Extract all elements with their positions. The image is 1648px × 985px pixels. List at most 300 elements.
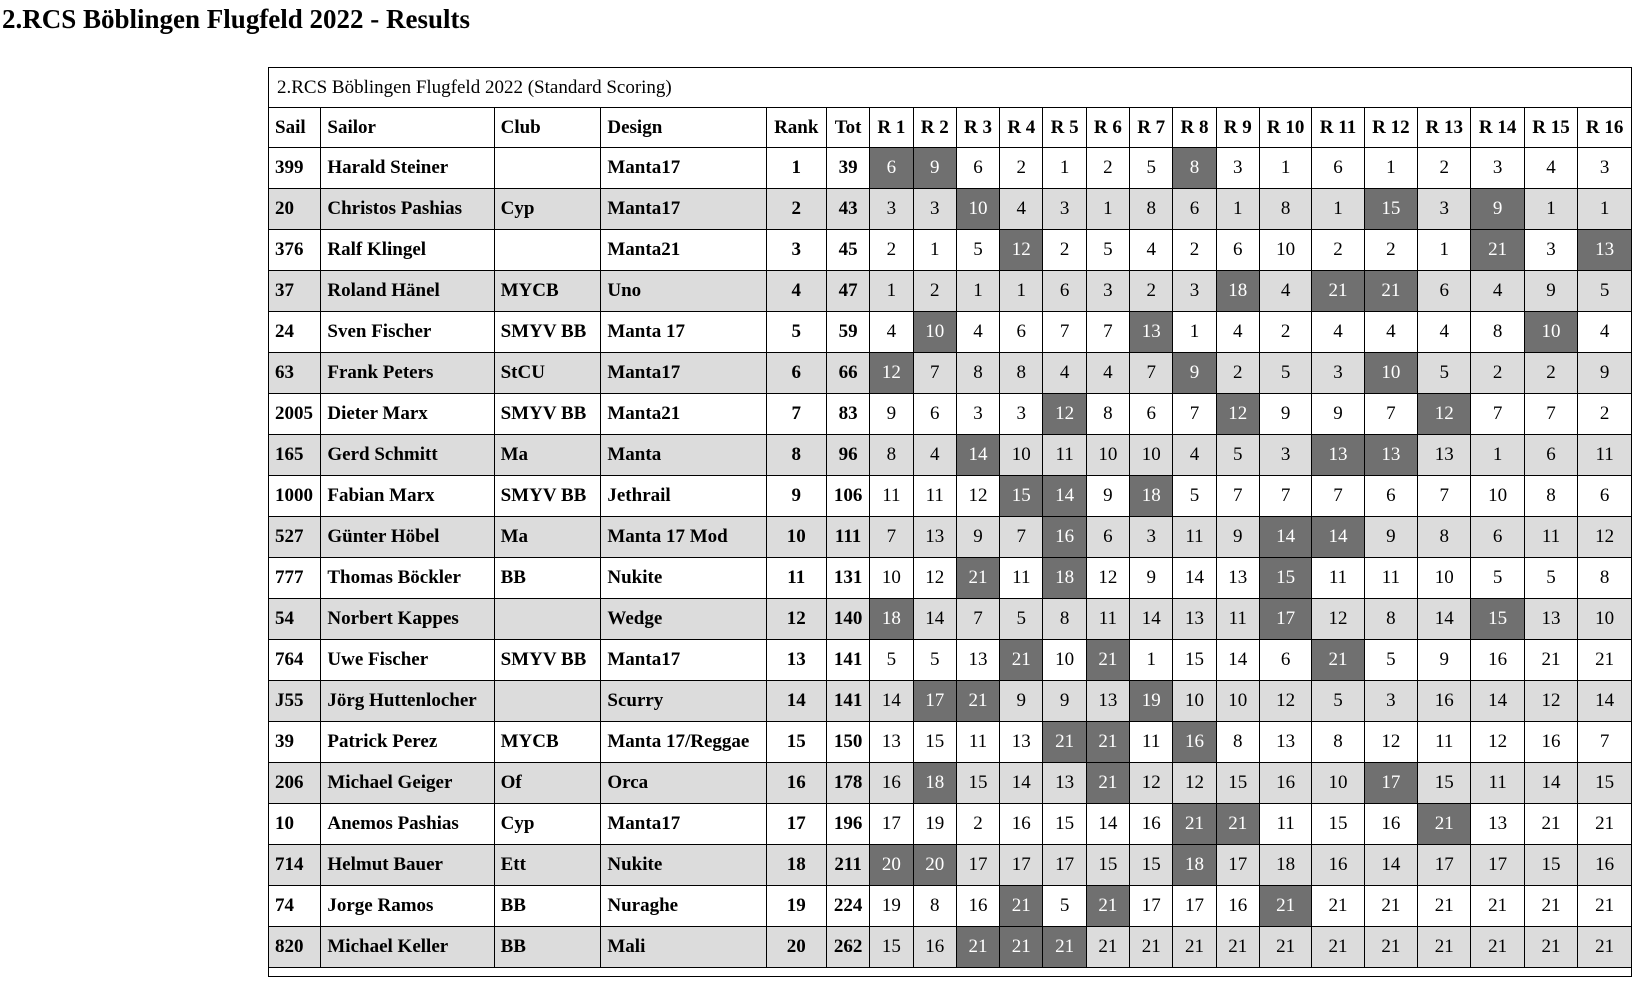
race-score-discarded: 13 [1130, 312, 1173, 353]
race-score-cell: 16 [1130, 804, 1173, 845]
race-score-cell: 10 [1259, 230, 1311, 271]
design-cell: Manta21 [601, 230, 766, 271]
race-score-cell: 5 [1524, 558, 1577, 599]
race-score-cell: 21 [1578, 886, 1632, 927]
race-score-discarded: 21 [1259, 886, 1311, 927]
total-cell: 39 [826, 148, 869, 189]
total-cell: 224 [826, 886, 869, 927]
race-score-discarded: 21 [1364, 271, 1417, 312]
race-score-cell: 9 [1578, 353, 1632, 394]
race-score-cell: 5 [1173, 476, 1216, 517]
sailor-cell: Uwe Fischer [321, 640, 494, 681]
race-score-cell: 7 [1364, 394, 1417, 435]
design-cell: Orca [601, 763, 766, 804]
club-cell: Ma [494, 435, 601, 476]
sail-cell: 24 [269, 312, 321, 353]
club-cell: BB [494, 886, 601, 927]
race-score-cell: 3 [1216, 148, 1259, 189]
sailor-cell: Helmut Bauer [321, 845, 494, 886]
race-score-cell: 8 [956, 353, 999, 394]
race-score-cell: 13 [1524, 599, 1577, 640]
race-score-cell: 12 [1471, 722, 1524, 763]
results-table-wrapper [268, 67, 1632, 977]
race-score-cell: 8 [1259, 189, 1311, 230]
rank-cell: 11 [766, 558, 826, 599]
race-score-cell: 21 [1471, 927, 1524, 968]
race-score-cell: 3 [1524, 230, 1577, 271]
race-score-cell: 15 [1216, 763, 1259, 804]
race-score-cell: 4 [1471, 271, 1524, 312]
race-score-discarded: 21 [1173, 804, 1216, 845]
race-score-discarded: 12 [870, 353, 913, 394]
race-score-cell: 11 [870, 476, 913, 517]
race-score-cell: 15 [1130, 845, 1173, 886]
race-score-cell: 2 [956, 804, 999, 845]
race-score-cell: 4 [1364, 312, 1417, 353]
rank-cell: 20 [766, 927, 826, 968]
race-score-discarded: 15 [1471, 599, 1524, 640]
race-score-cell: 12 [1173, 763, 1216, 804]
column-header-r1: R 1 [870, 108, 913, 148]
race-score-cell: 13 [913, 517, 956, 558]
design-cell: Jethrail [601, 476, 766, 517]
race-score-cell: 2 [1130, 271, 1173, 312]
header-row [269, 108, 1632, 148]
race-score-cell: 11 [1130, 722, 1173, 763]
race-score-cell: 3 [870, 189, 913, 230]
race-score-cell: 6 [1312, 148, 1364, 189]
race-score-cell: 10 [1000, 435, 1043, 476]
race-score-cell: 4 [1086, 353, 1129, 394]
race-score-cell: 8 [1578, 558, 1632, 599]
column-header-sailor: Sailor [321, 108, 494, 148]
race-score-cell: 21 [1086, 927, 1129, 968]
race-score-discarded: 21 [1216, 804, 1259, 845]
race-score-cell: 9 [1043, 681, 1086, 722]
race-score-cell: 16 [1364, 804, 1417, 845]
design-cell: Nukite [601, 845, 766, 886]
race-score-cell: 11 [1173, 517, 1216, 558]
race-score-cell: 16 [870, 763, 913, 804]
race-score-discarded: 17 [1259, 599, 1311, 640]
race-score-discarded: 8 [1173, 148, 1216, 189]
column-header-sail: Sail [269, 108, 321, 148]
race-score-cell: 15 [1524, 845, 1577, 886]
race-score-cell: 8 [870, 435, 913, 476]
race-score-cell: 14 [1086, 804, 1129, 845]
race-score-cell: 6 [1524, 435, 1577, 476]
page-title: 2.RCS Böblingen Flugfeld 2022 - Results [2, 4, 471, 34]
race-score-cell: 21 [1524, 640, 1577, 681]
race-score-cell: 8 [1000, 353, 1043, 394]
sail-cell: 777 [269, 558, 321, 599]
race-score-cell: 1 [1000, 271, 1043, 312]
sailor-cell: Patrick Perez [321, 722, 494, 763]
race-score-cell: 9 [1259, 394, 1311, 435]
club-cell: SMYV BB [494, 476, 601, 517]
race-score-cell: 7 [1173, 394, 1216, 435]
race-score-cell: 2 [913, 271, 956, 312]
race-score-cell: 3 [1578, 148, 1632, 189]
table-row [269, 722, 1632, 763]
design-cell: Nukite [601, 558, 766, 599]
race-score-cell: 7 [1524, 394, 1577, 435]
race-score-cell: 11 [1578, 435, 1632, 476]
race-score-cell: 6 [913, 394, 956, 435]
table-row [269, 845, 1632, 886]
race-score-cell: 13 [870, 722, 913, 763]
sail-cell: 165 [269, 435, 321, 476]
race-score-discarded: 12 [1000, 230, 1043, 271]
race-score-cell: 15 [956, 763, 999, 804]
column-header-design: Design [601, 108, 766, 148]
race-score-cell: 1 [956, 271, 999, 312]
race-score-cell: 12 [1312, 599, 1364, 640]
race-score-discarded: 15 [1259, 558, 1311, 599]
race-score-cell: 21 [1578, 927, 1632, 968]
race-score-cell: 6 [1000, 312, 1043, 353]
table-row [269, 353, 1632, 394]
race-score-cell: 4 [1216, 312, 1259, 353]
race-score-cell: 3 [913, 189, 956, 230]
race-score-cell: 7 [1471, 394, 1524, 435]
race-score-discarded: 18 [1043, 558, 1086, 599]
race-score-cell: 10 [1130, 435, 1173, 476]
race-score-cell: 1 [1259, 148, 1311, 189]
club-cell: BB [494, 558, 601, 599]
race-score-discarded: 14 [1259, 517, 1311, 558]
rank-cell: 2 [766, 189, 826, 230]
race-score-cell: 8 [913, 886, 956, 927]
column-header-r8: R 8 [1173, 108, 1216, 148]
race-score-cell: 21 [1364, 927, 1417, 968]
race-score-cell: 4 [870, 312, 913, 353]
race-score-cell: 15 [1173, 640, 1216, 681]
race-score-cell: 9 [1524, 271, 1577, 312]
column-header-r2: R 2 [913, 108, 956, 148]
sail-cell: 54 [269, 599, 321, 640]
total-cell: 141 [826, 640, 869, 681]
club-cell: BB [494, 927, 601, 968]
race-score-cell: 8 [1130, 189, 1173, 230]
race-score-cell: 5 [913, 640, 956, 681]
race-score-discarded: 21 [1312, 271, 1364, 312]
race-score-cell: 9 [956, 517, 999, 558]
sail-cell: 764 [269, 640, 321, 681]
design-cell: Nuraghe [601, 886, 766, 927]
race-score-cell: 7 [1578, 722, 1632, 763]
race-score-cell: 7 [1043, 312, 1086, 353]
race-score-cell: 7 [956, 599, 999, 640]
race-score-discarded: 21 [1312, 640, 1364, 681]
column-header-r7: R 7 [1130, 108, 1173, 148]
club-cell: MYCB [494, 722, 601, 763]
design-cell: Manta21 [601, 394, 766, 435]
race-score-cell: 15 [1578, 763, 1632, 804]
rank-cell: 18 [766, 845, 826, 886]
column-header-r5: R 5 [1043, 108, 1086, 148]
race-score-discarded: 21 [1086, 722, 1129, 763]
table-row [269, 476, 1632, 517]
column-header-r14: R 14 [1471, 108, 1524, 148]
race-score-discarded: 13 [1312, 435, 1364, 476]
race-score-discarded: 21 [1086, 763, 1129, 804]
race-score-cell: 12 [1086, 558, 1129, 599]
club-cell [494, 681, 601, 722]
race-score-discarded: 21 [1086, 886, 1129, 927]
race-score-discarded: 18 [1173, 845, 1216, 886]
race-score-cell: 11 [1000, 558, 1043, 599]
race-score-cell: 21 [1524, 927, 1577, 968]
design-cell: Manta 17 Mod [601, 517, 766, 558]
table-row [269, 312, 1632, 353]
race-score-discarded: 15 [1364, 189, 1417, 230]
race-score-cell: 17 [1418, 845, 1471, 886]
race-score-discarded: 9 [913, 148, 956, 189]
race-score-cell: 4 [1312, 312, 1364, 353]
club-cell [494, 599, 601, 640]
race-score-cell: 13 [1471, 804, 1524, 845]
race-score-cell: 16 [1312, 845, 1364, 886]
race-score-cell: 8 [1471, 312, 1524, 353]
race-score-discarded: 14 [956, 435, 999, 476]
table-row [269, 804, 1632, 845]
race-score-cell: 6 [1086, 517, 1129, 558]
club-cell: Cyp [494, 189, 601, 230]
rank-cell: 19 [766, 886, 826, 927]
race-score-cell: 12 [913, 558, 956, 599]
race-score-discarded: 17 [1364, 763, 1417, 804]
race-score-cell: 1 [1043, 148, 1086, 189]
table-row [269, 763, 1632, 804]
race-score-cell: 21 [1471, 886, 1524, 927]
race-score-cell: 8 [1312, 722, 1364, 763]
race-score-cell: 5 [1086, 230, 1129, 271]
sailor-cell: Gerd Schmitt [321, 435, 494, 476]
race-score-cell: 13 [1216, 558, 1259, 599]
race-score-cell: 11 [1312, 558, 1364, 599]
race-score-cell: 15 [1418, 763, 1471, 804]
total-cell: 196 [826, 804, 869, 845]
race-score-cell: 11 [1364, 558, 1417, 599]
total-cell: 83 [826, 394, 869, 435]
table-row [269, 927, 1632, 968]
sail-cell: 376 [269, 230, 321, 271]
race-score-cell: 3 [1471, 148, 1524, 189]
race-score-cell: 7 [870, 517, 913, 558]
race-score-cell: 11 [1471, 763, 1524, 804]
race-score-cell: 14 [870, 681, 913, 722]
race-score-cell: 10 [1173, 681, 1216, 722]
race-score-cell: 5 [1259, 353, 1311, 394]
sailor-cell: Jörg Huttenlocher [321, 681, 494, 722]
race-score-cell: 2 [1000, 148, 1043, 189]
race-score-cell: 7 [1000, 517, 1043, 558]
race-score-cell: 5 [956, 230, 999, 271]
race-score-cell: 4 [956, 312, 999, 353]
design-cell: Manta17 [601, 189, 766, 230]
column-header-r4: R 4 [1000, 108, 1043, 148]
club-cell [494, 230, 601, 271]
race-score-cell: 4 [913, 435, 956, 476]
sailor-cell: Harald Steiner [321, 148, 494, 189]
total-cell: 262 [826, 927, 869, 968]
race-score-discarded: 21 [1043, 722, 1086, 763]
race-score-cell: 16 [1418, 681, 1471, 722]
column-header-r10: R 10 [1259, 108, 1311, 148]
sailor-cell: Michael Geiger [321, 763, 494, 804]
race-score-discarded: 20 [913, 845, 956, 886]
race-score-cell: 17 [1216, 845, 1259, 886]
race-score-discarded: 21 [1471, 230, 1524, 271]
total-cell: 111 [826, 517, 869, 558]
race-score-cell: 1 [1524, 189, 1577, 230]
sailor-cell: Ralf Klingel [321, 230, 494, 271]
total-cell: 140 [826, 599, 869, 640]
race-score-cell: 15 [1043, 804, 1086, 845]
sail-cell: 39 [269, 722, 321, 763]
race-score-cell: 12 [1578, 517, 1632, 558]
race-score-discarded: 21 [1000, 640, 1043, 681]
race-score-cell: 17 [956, 845, 999, 886]
race-score-cell: 8 [1216, 722, 1259, 763]
design-cell: Uno [601, 271, 766, 312]
race-score-discarded: 13 [1364, 435, 1417, 476]
race-score-cell: 21 [1364, 886, 1417, 927]
design-cell: Manta17 [601, 353, 766, 394]
race-score-discarded: 18 [1130, 476, 1173, 517]
race-score-cell: 1 [1471, 435, 1524, 476]
race-score-cell: 1 [1216, 189, 1259, 230]
race-score-discarded: 18 [870, 599, 913, 640]
race-score-cell: 17 [1130, 886, 1173, 927]
race-score-discarded: 21 [1043, 927, 1086, 968]
race-score-cell: 12 [1130, 763, 1173, 804]
race-score-cell: 21 [1524, 886, 1577, 927]
race-score-cell: 14 [1418, 599, 1471, 640]
race-score-cell: 5 [1000, 599, 1043, 640]
column-header-r16: R 16 [1578, 108, 1632, 148]
total-cell: 131 [826, 558, 869, 599]
sail-cell: J55 [269, 681, 321, 722]
race-score-cell: 4 [1259, 271, 1311, 312]
race-score-cell: 6 [1471, 517, 1524, 558]
race-score-cell: 13 [1043, 763, 1086, 804]
race-score-discarded: 21 [1000, 886, 1043, 927]
race-score-discarded: 12 [1418, 394, 1471, 435]
table-row [269, 640, 1632, 681]
race-score-discarded: 10 [913, 312, 956, 353]
race-score-cell: 9 [1086, 476, 1129, 517]
sail-cell: 399 [269, 148, 321, 189]
rank-cell: 3 [766, 230, 826, 271]
table-caption: 2.RCS Böblingen Flugfeld 2022 (Standard Scoring) [269, 68, 1632, 108]
race-score-cell: 3 [956, 394, 999, 435]
race-score-cell: 6 [956, 148, 999, 189]
sail-cell: 20 [269, 189, 321, 230]
race-score-cell: 12 [1364, 722, 1417, 763]
sailor-cell: Norbert Kappes [321, 599, 494, 640]
race-score-cell: 3 [1043, 189, 1086, 230]
race-score-cell: 12 [1259, 681, 1311, 722]
total-cell: 47 [826, 271, 869, 312]
race-score-cell: 14 [1000, 763, 1043, 804]
race-score-cell: 4 [1418, 312, 1471, 353]
column-header-r3: R 3 [956, 108, 999, 148]
race-score-cell: 2 [870, 230, 913, 271]
total-cell: 43 [826, 189, 869, 230]
race-score-cell: 21 [1130, 927, 1173, 968]
race-score-cell: 13 [1173, 599, 1216, 640]
race-score-cell: 11 [1043, 435, 1086, 476]
race-score-discarded: 13 [1578, 230, 1632, 271]
race-score-discarded: 16 [1173, 722, 1216, 763]
total-cell: 59 [826, 312, 869, 353]
race-score-cell: 2 [1578, 394, 1632, 435]
race-score-cell: 5 [1578, 271, 1632, 312]
table-row [269, 886, 1632, 927]
race-score-cell: 4 [1578, 312, 1632, 353]
race-score-discarded: 12 [1216, 394, 1259, 435]
race-score-discarded: 14 [1043, 476, 1086, 517]
rank-cell: 14 [766, 681, 826, 722]
race-score-cell: 7 [1312, 476, 1364, 517]
table-row [269, 271, 1632, 312]
race-score-cell: 18 [1259, 845, 1311, 886]
race-score-cell: 16 [1259, 763, 1311, 804]
race-score-cell: 6 [1130, 394, 1173, 435]
race-score-cell: 14 [1524, 763, 1577, 804]
race-score-cell: 14 [1216, 640, 1259, 681]
rank-cell: 12 [766, 599, 826, 640]
race-score-cell: 19 [913, 804, 956, 845]
sailor-cell: Günter Höbel [321, 517, 494, 558]
race-score-cell: 16 [1471, 640, 1524, 681]
race-score-cell: 19 [870, 886, 913, 927]
sailor-cell: Frank Peters [321, 353, 494, 394]
race-score-cell: 10 [1578, 599, 1632, 640]
sailor-cell: Dieter Marx [321, 394, 494, 435]
race-score-cell: 21 [1578, 804, 1632, 845]
race-score-cell: 11 [1216, 599, 1259, 640]
table-row [269, 517, 1632, 558]
club-cell: Cyp [494, 804, 601, 845]
race-score-discarded: 14 [1312, 517, 1364, 558]
rank-cell: 13 [766, 640, 826, 681]
results-table [268, 67, 1632, 968]
sail-cell: 527 [269, 517, 321, 558]
race-score-discarded: 16 [1043, 517, 1086, 558]
design-cell: Manta 17/Reggae [601, 722, 766, 763]
race-score-cell: 2 [1471, 353, 1524, 394]
total-cell: 106 [826, 476, 869, 517]
race-score-cell: 13 [1086, 681, 1129, 722]
sailor-cell: Anemos Pashias [321, 804, 494, 845]
race-score-cell: 10 [1216, 681, 1259, 722]
race-score-cell: 13 [956, 640, 999, 681]
race-score-cell: 14 [1578, 681, 1632, 722]
race-score-cell: 4 [1524, 148, 1577, 189]
race-score-cell: 9 [1216, 517, 1259, 558]
race-score-cell: 2 [1259, 312, 1311, 353]
sail-cell: 820 [269, 927, 321, 968]
column-header-r12: R 12 [1364, 108, 1417, 148]
table-footer [268, 968, 1632, 977]
race-score-cell: 17 [1043, 845, 1086, 886]
design-cell: Manta17 [601, 804, 766, 845]
design-cell: Manta17 [601, 148, 766, 189]
race-score-cell: 16 [913, 927, 956, 968]
